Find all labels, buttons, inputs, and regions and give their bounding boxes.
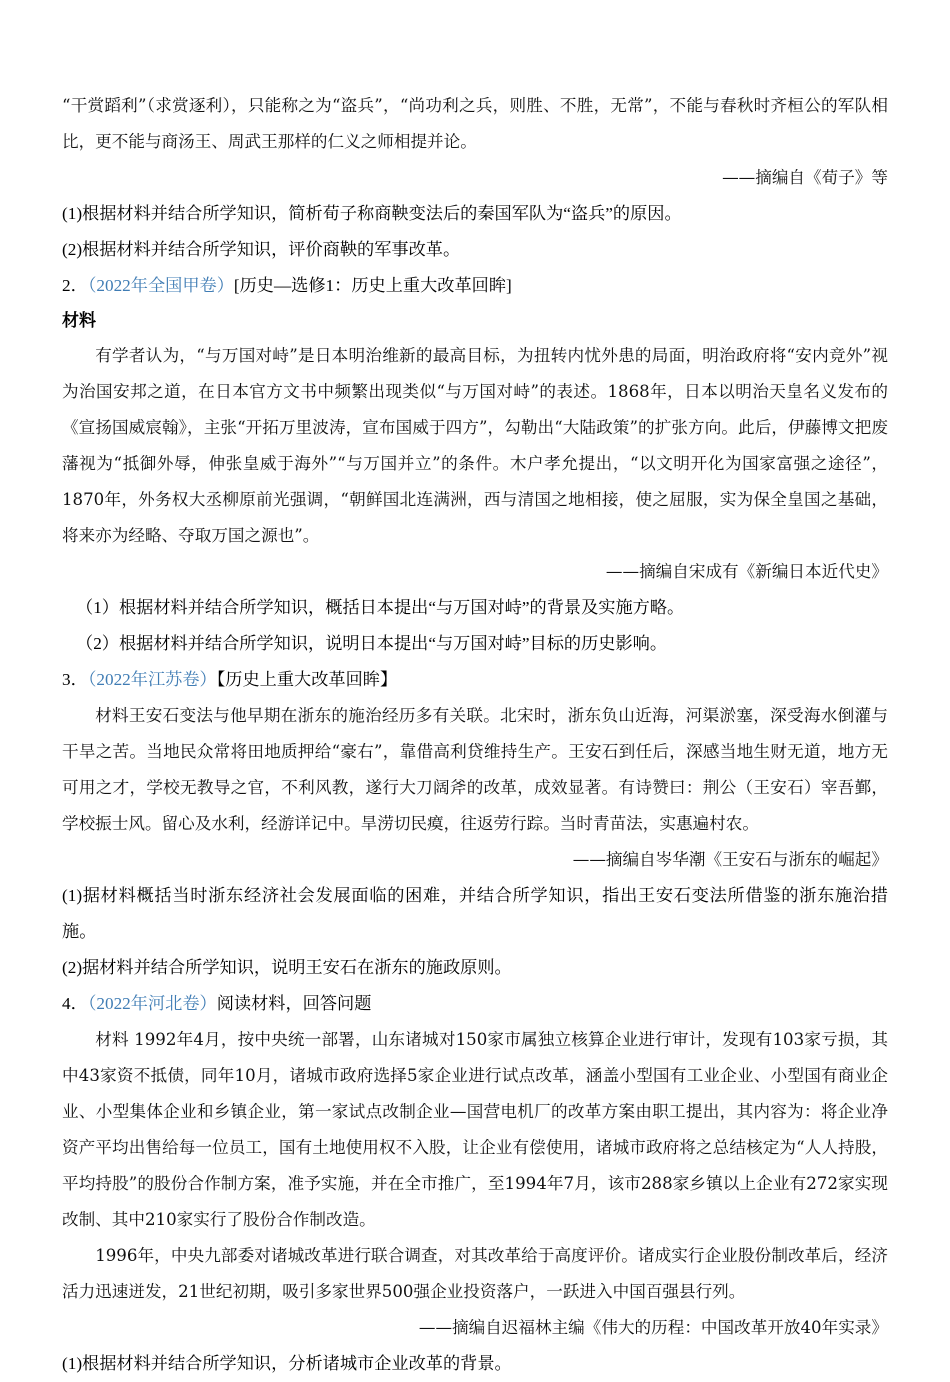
item2-exam-source: （2022年全国甲卷） [87,276,234,295]
item2-heading [62,268,888,304]
item3-source-attribution: ——摘编自岑华潮《王安石与浙东的崛起》 [572,850,888,869]
item4-material-paragraph-1: 材料 1992年4月，按中央统一部署，山东诸城对150家市属独立核算企业进行审计，发现有103家亏损，其中43家资不抵债，同年10月，诸城市政府选择5家企业进行试点改革，涵盖小型国有工业企业、小型国有商业企业、小型集体企业和乡镇企业，第一家试点改制企业—国营电机厂的改革方案由职工提出，其内容为：将企业净资产平均出售给每一位员工，国有土地使用权不入股，让企业有偿使用，诸城市政府将之总结核定为“人人持股，平均持股”的股份合作制方案，准予实施，并在全市推广，至1994年7月，该市288家乡镇以上企业有272家实现改制、其中210家实行了股份合作制改造。 [62,1030,888,1229]
item1-source-attribution: ——摘编自《荀子》等 [722,168,888,187]
item3-question-2: (2)据材料并结合所学知识，说明王安石在浙东的施政原则。 [62,958,512,977]
item4-source-attribution: ——摘编自迟福林主编《伟大的历程：中国改革开放40年实录》 [418,1318,888,1337]
item4-material-paragraph-2: 1996年，中央九部委对诸城改革进行联合调查，对其改革给于高度评价。诸成实行企业股份制改革后，经济活力迅速迸发，21世纪初期，吸引多家世界500强企业投资落户，一跃进入中国百强县行列。 [62,1246,888,1301]
item3-heading [62,662,888,698]
item1-material-continuation: “干赏蹈利”（求赏逐利），只能称之为“盗兵”，“尚功利之兵，则胜、不胜，无常”，不能与春秋时齐桓公的军队相比，更不能与商汤王、周武王那样的仁义之师相提并论。 [62,96,888,151]
item2-material-paragraph: 有学者认为，“与万国对峙”是日本明治维新的最高目标，为扭转内忧外患的局面，明治政府将“安内竞外”视为治国安邦之道，在日本官方文书中频繁出现类似“与万国对峙”的表述。1868年，日本以明治天皇名义发布的《宣扬国威宸翰》，主张“开拓万里波涛，宣布国威于四方”，勾勒出“大陆政策”的扩张方向。此后，伊藤博文把废藩视为“抵御外辱，伸张皇威于海外”“与万国并立”的条件。木户孝允提出，“以文明开化为国家富强之途径”，1870年，外务权大丞柳原前光强调，“朝鲜国北连满洲，西与清国之地相接，使之屈服，实为保全皇国之基础，将来亦为经略、夺取万国之源也”。 [62,346,888,545]
item1-question-2: (2)根据材料并结合所学知识，评价商鞅的军事改革。 [62,240,461,259]
item2-number: 2． [62,276,88,295]
item3-exam-source: （2022年江苏卷） [87,670,217,689]
item1-question-1: (1)根据材料并结合所学知识，简析荀子称商鞅变法后的秦国军队为“盗兵”的原因。 [62,204,682,223]
item4-number: 4． [62,994,88,1013]
item2-material-label: 材料 [62,311,96,330]
item3-number: 3． [62,670,88,689]
item3-title: 【历史上重大改革回眸】 [216,670,398,689]
item4-question-1: (1)根据材料并结合所学知识，分析诸城市企业改革的背景。 [62,1354,512,1373]
item2-title: [历史—选修1：历史上重大改革回眸] [233,276,512,295]
item2-question-2: （2）根据材料并结合所学知识，说明日本提出“与万国对峙”目标的历史影响。 [76,634,668,653]
item4-title: 阅读材料，回答问题 [216,994,372,1013]
item2-question-1: （1）根据材料并结合所学知识，概括日本提出“与万国对峙”的背景及实施方略。 [76,598,685,617]
item4-exam-source: （2022年河北卷） [87,994,217,1013]
item4-heading [62,986,888,1022]
item3-material-paragraph: 材料王安石变法与他早期在浙东的施治经历多有关联。北宋时，浙东负山近海，河渠淤塞，深受海水倒灌与干旱之苦。当地民众常将田地质押给“豪右”，靠借高利贷维持生产。王安石到任后，深感当地生财无道，地方无可用之才，学校无教导之官，不利风教，遂行大刀阔斧的改革，成效显著。有诗赞曰：荆公（王安石）宰吾鄞，学校振士风。留心及水利，经游详记中。旱涝切民瘼，往返劳行踪。当时青苗法，实惠遍村农。 [62,706,888,833]
item2-source-attribution: ——摘编自宋成有《新编日本近代史》 [605,562,888,581]
item3-question-1: (1)据材料概括当时浙东经济社会发展面临的困难，并结合所学知识，指出王安石变法所借鉴的浙东施治措施。 [62,886,888,941]
